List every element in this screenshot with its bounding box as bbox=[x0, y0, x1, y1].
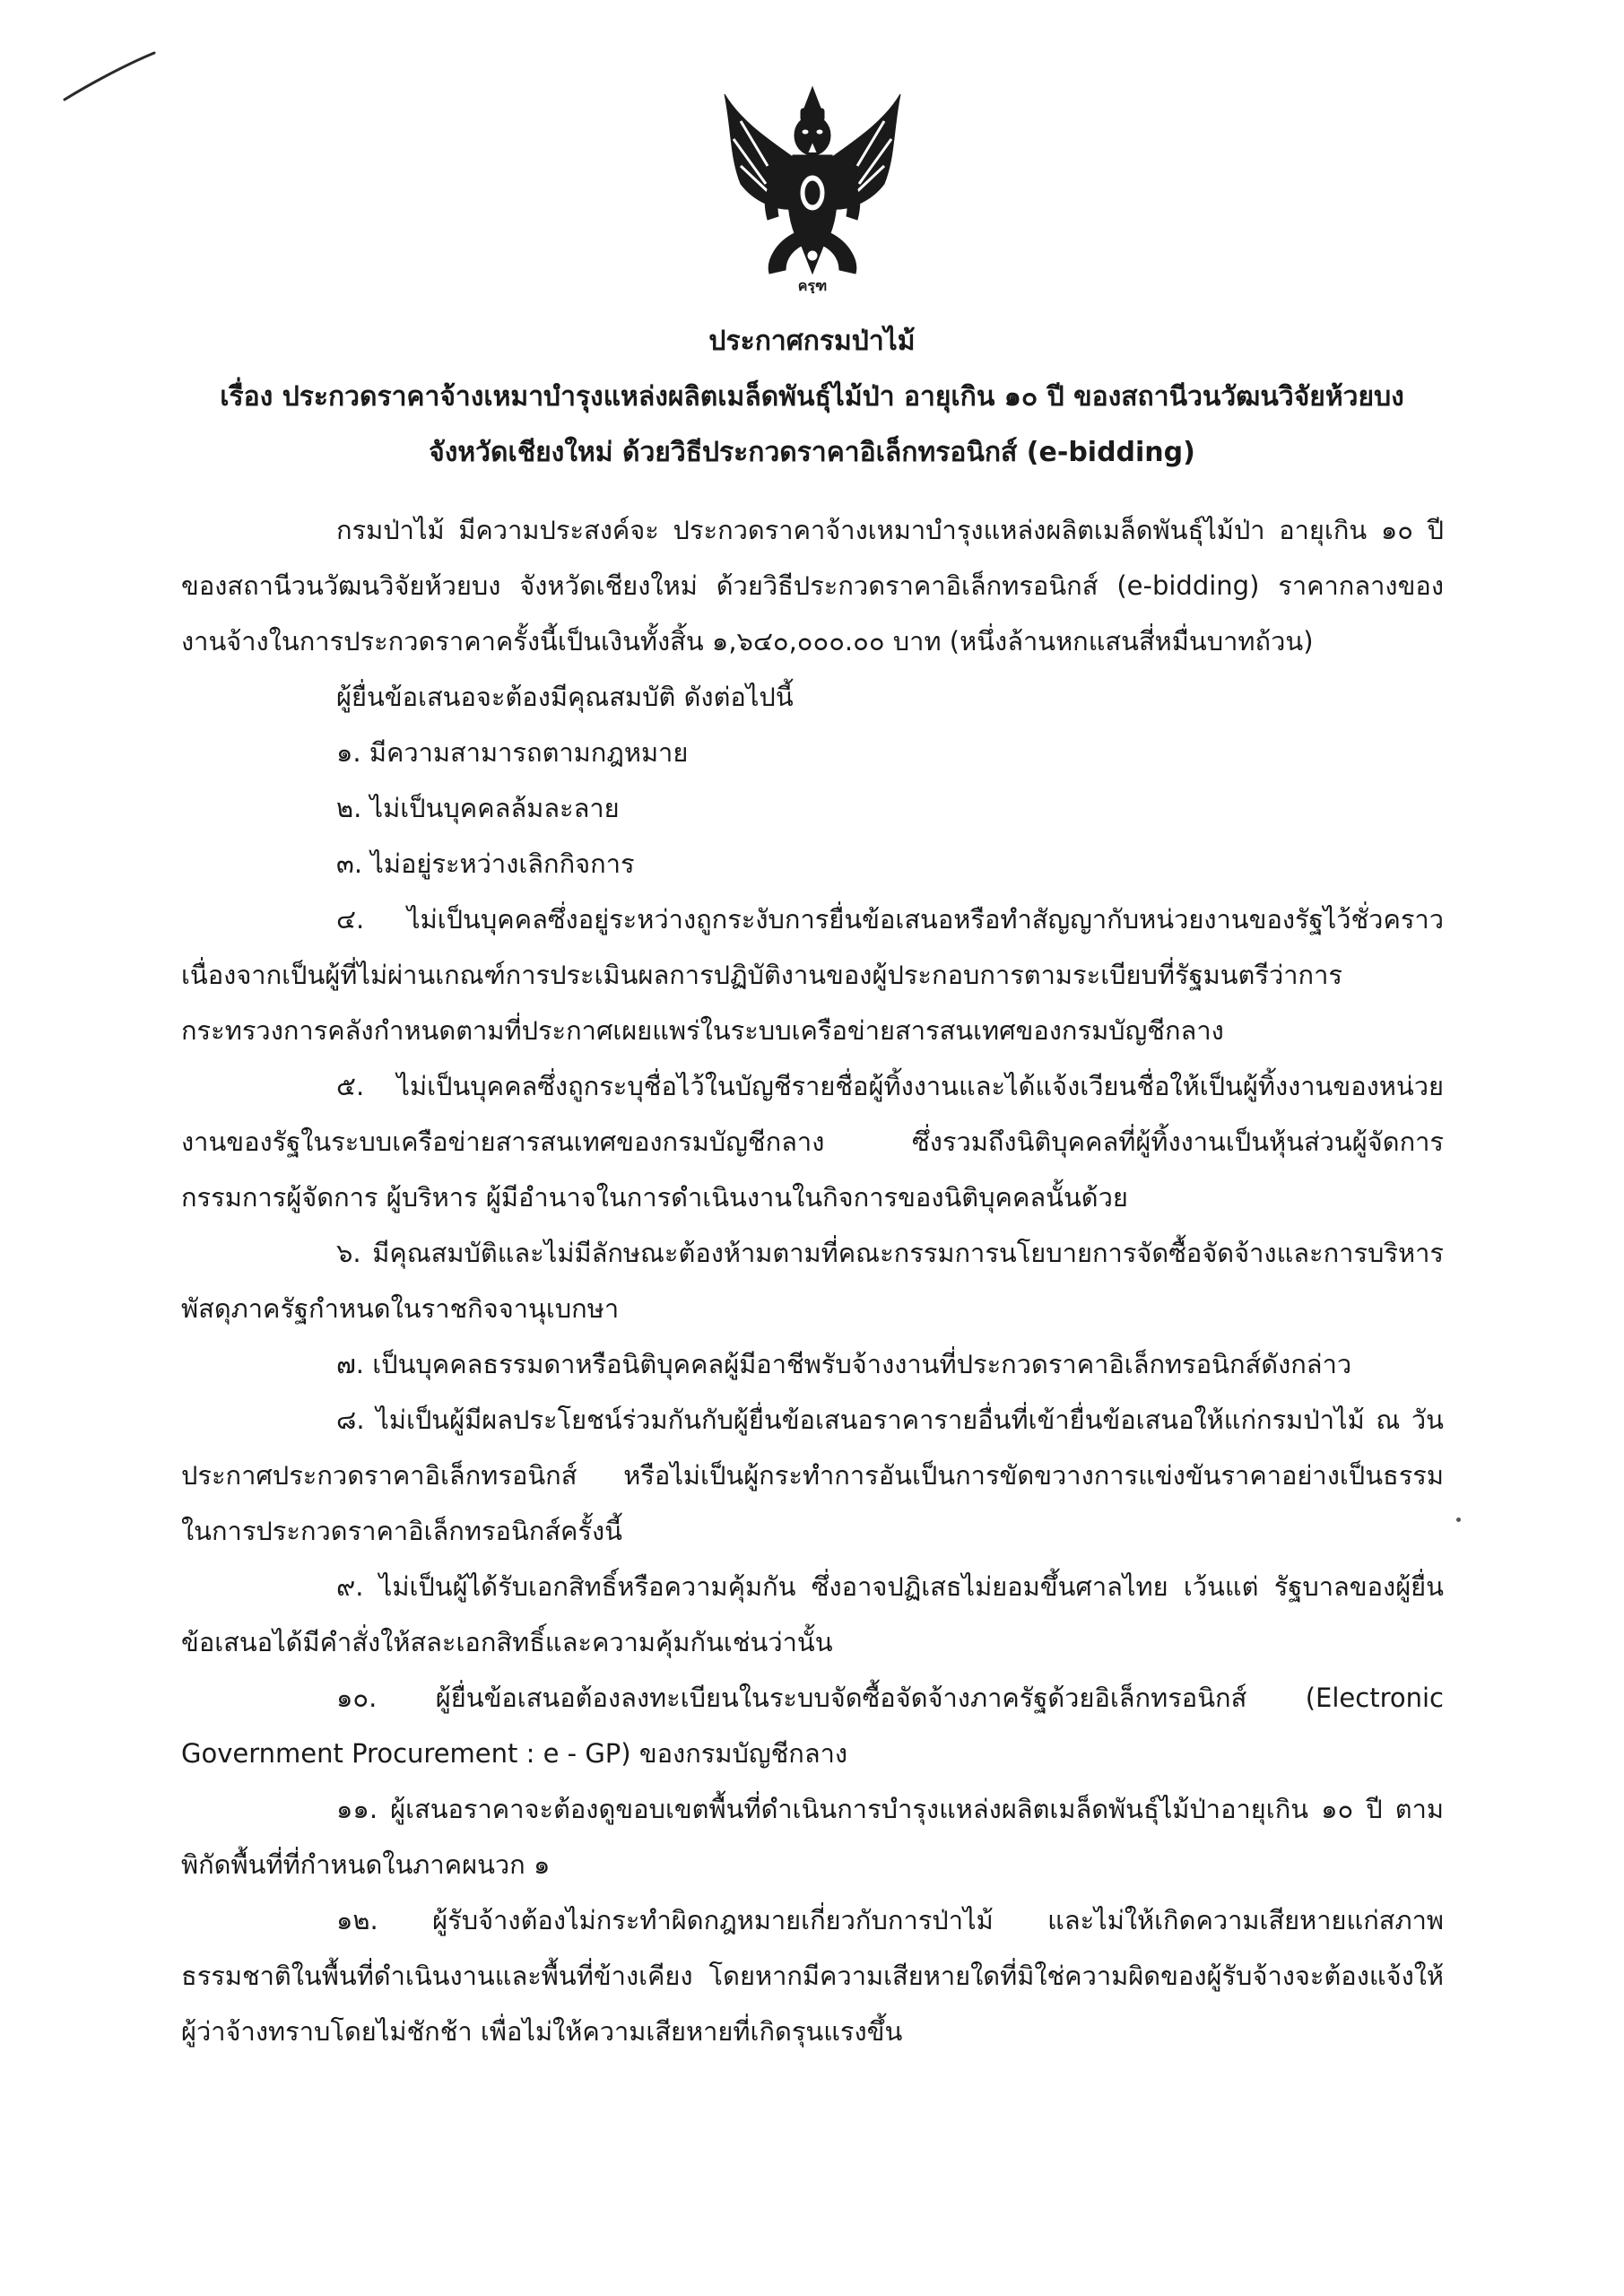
qualification-item-7: ๗. เป็นบุคคลธรรมดาหรือนิติบุคคลผู้มีอาชีพรับจ้างงานที่ประกวดราคาอิเล็กทรอนิกส์ดังกล่าว bbox=[336, 1349, 1352, 1379]
qualification-item-8: ๘. ไม่เป็นผู้มีผลประโยชน์ร่วมกันกับผู้ยื่นข้อเสนอราคารายอื่นที่เข้ายื่นข้อเสนอให้แก่กรมป่าไม้ ณ วันประกาศประกวดราคาอิเล็กทรอนิกส์ หรือไม่เป็นผู้กระทำการอันเป็นการขัดขวางการแข่งขันราคาอย่างเป็นธรรม ในการประกวดราคาอิเล็กทรอนิกส์ครั้งนี้ bbox=[181, 1405, 1444, 1546]
subject-line-2: จังหวัดเชียงใหม่ ด้วยวิธีประกวดราคาอิเล็กทรอนิกส์ (e-bidding) bbox=[429, 437, 1195, 468]
qualification-item-6: ๖. มีคุณสมบัติและไม่มีลักษณะต้องห้ามตามที่คณะกรรมการนโยบายการจัดซื้อจัดจ้างและการบริหารพัสดุภาครัฐกำหนดในราชกิจจานุเบกษา bbox=[181, 1238, 1444, 1324]
subject-line-1: เรื่อง ประกวดราคาจ้างเหมาบำรุงแหล่งผลิตเมล็ดพันธุ์ไม้ป่า อายุเกิน ๑๐ ปี ของสถานีวนวัฒนวิจัยห้วยบง bbox=[220, 381, 1404, 413]
qualification-item-10: ๑๐. ผู้ยื่นข้อเสนอต้องลงทะเบียนในระบบจัดซื้อจัดจ้างภาครัฐด้วยอิเล็กทรอนิกส์ (Electronic Government Procurement : e - GP) ของกรมบัญชีกลาง bbox=[181, 1683, 1444, 1769]
qualifications-lead: ผู้ยื่นข้อเสนอจะต้องมีคุณสมบัติ ดังต่อไปนี้ bbox=[336, 682, 794, 712]
qualification-item-11: ๑๑. ผู้เสนอราคาจะต้องดูขอบเขตพื้นที่ดำเนินการบำรุงแหล่งผลิตเมล็ดพันธุ์ไม้ป่าอายุเกิน ๑๐ ปี ตามพิกัดพื้นที่ที่กำหนดในภาคผนวก ๑ bbox=[181, 1794, 1444, 1880]
garuda-emblem-icon bbox=[714, 85, 911, 293]
pen-stroke-mark bbox=[61, 49, 160, 103]
emblem-caption: ครุฑ bbox=[797, 277, 828, 293]
qualification-item-12: ๑๒. ผู้รับจ้างต้องไม่กระทำผิดกฎหมายเกี่ยวกับการป่าไม้ และไม่ให้เกิดความเสียหายแก่สภาพธรรมชาติในพื้นที่ดำเนินงานและพื้นที่ข้างเคียง โดยหากมีความเสียหายใดที่มิใช่ความผิดของผู้รับจ้างจะต้องแจ้งให้ผู้ว่าจ้างทราบโดยไม่ชักช้า เพื่อไม่ให้ความเสียหายที่เกิดรุนแรงขึ้น bbox=[181, 1905, 1444, 2047]
scan-speck bbox=[1456, 1518, 1461, 1522]
qualification-item-2: ๒. ไม่เป็นบุคคลล้มละลาย bbox=[336, 793, 620, 823]
document-title: ประกาศกรมป่าไม้ bbox=[708, 326, 916, 357]
qualification-item-4: ๔. ไม่เป็นบุคคลซึ่งอยู่ระหว่างถูกระงับการยื่นข้อเสนอหรือทำสัญญากับหน่วยงานของรัฐไว้ชั่วคราว เนื่องจากเป็นผู้ที่ไม่ผ่านเกณฑ์การประเมินผลการปฏิบัติงานของผู้ประกอบการตามระเบียบที่รัฐมนตรีว่าการกระทรวงการคลังกำหนดตามที่ประกาศเผยแพร่ในระบบเครือข่ายสารสนเทศของกรมบัญชีกลาง bbox=[181, 904, 1444, 1046]
qualification-item-5: ๕. ไม่เป็นบุคคลซึ่งถูกระบุชื่อไว้ในบัญชีรายชื่อผู้ทิ้งงานและได้แจ้งเวียนชื่อให้เป็นผู้ทิ้งงานของหน่วยงานของรัฐในระบบเครือข่ายสารสนเทศของกรมบัญชีกลาง ซึ่งรวมถึงนิติบุคคลที่ผู้ทิ้งงานเป็นหุ้นส่วนผู้จัดการ กรรมการผู้จัดการ ผู้บริหาร ผู้มีอำนาจในการดำเนินงานในกิจการของนิติบุคคลนั้นด้วย bbox=[181, 1071, 1444, 1213]
announcement-heading bbox=[179, 314, 1445, 481]
qualification-item-9: ๙. ไม่เป็นผู้ได้รับเอกสิทธิ์หรือความคุ้มกัน ซึ่งอาจปฏิเสธไม่ยอมขึ้นศาลไทย เว้นแต่ รัฐบาลของผู้ยื่นข้อเสนอได้มีคำสั่งให้สละเอกสิทธิ์และความคุ้มกันเช่นว่านั้น bbox=[181, 1571, 1444, 1657]
qualification-item-3: ๓. ไม่อยู่ระหว่างเลิกกิจการ bbox=[336, 848, 635, 879]
qualification-item-1: ๑. มีความสามารถตามกฎหมาย bbox=[336, 737, 689, 768]
intro-paragraph: กรมป่าไม้ มีความประสงค์จะ ประกวดราคาจ้างเหมาบำรุงแหล่งผลิตเมล็ดพันธุ์ไม้ป่า อายุเกิน ๑๐ ปี ของสถานีวนวัฒนวิจัยห้วยบง จังหวัดเชียงใหม่ ด้วยวิธีประกวดราคาอิเล็กทรอนิกส์ (e-bidding) ราคากลางของงานจ้างในการประกวดราคาครั้งนี้เป็นเงินทั้งสิ้น ๑,๖๔๐,๐๐๐.๐๐ บาท (หนึ่งล้านหกแสนสี่หมื่นบาทถ้วน) bbox=[181, 515, 1444, 657]
document-body bbox=[181, 502, 1444, 2059]
